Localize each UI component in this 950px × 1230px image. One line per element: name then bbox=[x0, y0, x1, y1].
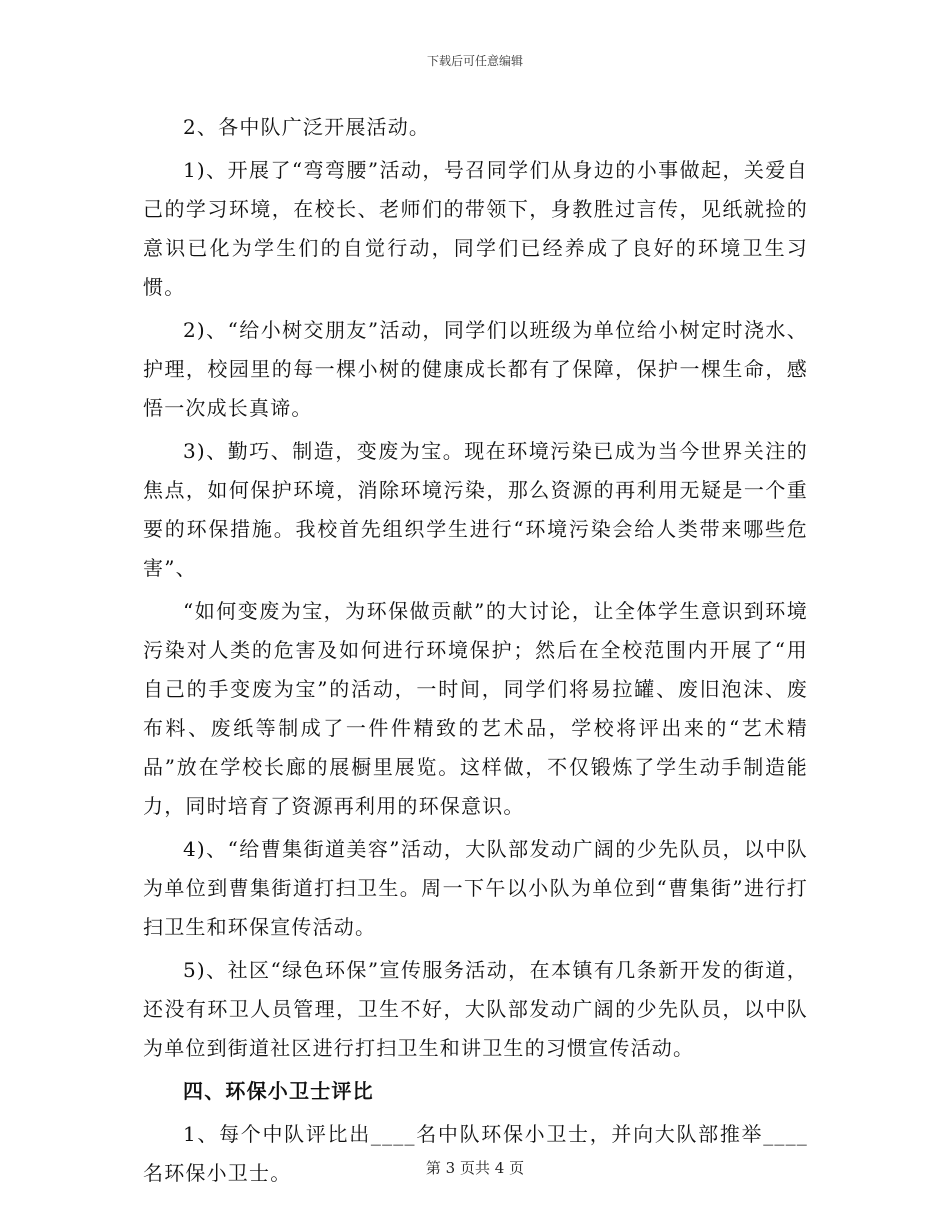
activity-2-paragraph: 2)、“给小树交朋友”活动，同学们以班级为单位给小树定时浇水、护理，校园里的每一棵小树的健康成长都有了保障，保护一棵生命，感悟一次成长真谛。 bbox=[143, 318, 808, 420]
activity-5-paragraph: 5)、社区“绿色环保”宣传服务活动，在本镇有几条新开发的街道，还没有环卫人员管理，卫生不好，大队部发动广阔的少先队员，以中队为单位到街道社区进行打扫卫生和讲卫生的习惯宣传活动。 bbox=[143, 958, 808, 1060]
page-header: 下载后可任意编辑 bbox=[426, 54, 523, 68]
document-body bbox=[143, 108, 808, 1197]
page-footer: 第 3 页共 4 页 bbox=[425, 1159, 525, 1177]
evaluation-item-1: 1、每个中队评比出____名中队环保小卫士，并向大队部推举____名环保小卫士。 bbox=[143, 1122, 808, 1185]
activity-3-paragraph: 3)、勤巧、制造，变废为宝。现在环境污染已成为当今世界关注的焦点，如何保护环境，消除环境污染，那么资源的再利用无疑是一个重要的环保措施。我校首先组织学生进行“环境污染会给人类带来哪些危害”、 bbox=[143, 439, 808, 580]
activity-1-paragraph: 1)、开展了“弯弯腰”活动，号召同学们从身边的小事做起，关爱自己的学习环境，在校长、老师们的带领下，身教胜过言传，见纸就捡的意识已化为学生们的自觉行动，同学们已经养成了良好的环境卫生习惯。 bbox=[143, 158, 808, 299]
section-heading-4: 四、环保小卫士评比 bbox=[183, 1079, 374, 1103]
section-item-2: 2、各中队广泛开展活动。 bbox=[183, 115, 431, 139]
activity-3-continued-paragraph: “如何变废为宝，为环保做贡献”的大讨论，让全体学生意识到环境污染对人类的危害及如何进行环境保护；然后在全校范围内开展了“用自己的手变废为宝”的活动，一时间，同学们将易拉罐、废旧泡沫、废布料、废纸等制成了一件件精致的艺术品，学校将评出来的“艺术精品”放在学校长廊的展橱里展览。这样做，不仅锻炼了学生动手制造能力，同时培育了资源再利用的环保意识。 bbox=[143, 599, 808, 818]
activity-4-paragraph: 4)、“给曹集街道美容”活动，大队部发动广阔的少先队员，以中队为单位到曹集街道打扫卫生。周一下午以小队为单位到“曹集街”进行打扫卫生和环保宣传活动。 bbox=[143, 837, 808, 939]
